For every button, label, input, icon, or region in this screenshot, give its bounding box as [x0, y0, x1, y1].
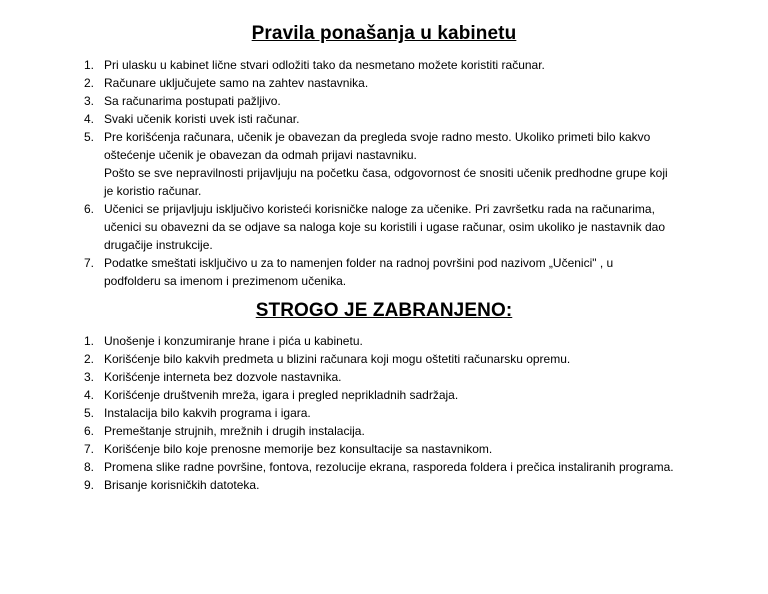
- item-number: 8.: [84, 460, 95, 474]
- forbidden-list: [84, 332, 724, 494]
- section-title: STROGO JE ZABRANJENO:: [255, 300, 513, 321]
- item-line: Pri ulasku u kabinet lične stvari odložiti tako da nesmetano možete koristiti računar.: [104, 58, 545, 72]
- item-text: Unošenje i konzumiranje hrane i pića u kabinetu.: [104, 334, 363, 348]
- item-number: 1.: [84, 334, 95, 348]
- item-text: Korišćenje interneta bez dozvole nastavnika.: [104, 370, 342, 384]
- item-text: Premeštanje strujnih, mrežnih i drugih instalacija.: [104, 424, 365, 438]
- item-line: je koristio računar.: [104, 184, 202, 198]
- list-item: [84, 458, 724, 476]
- item-line: Učenici se prijavljuju isključivo koristeći korisničke naloge za učenike. Pri završetku rada na računarima,: [104, 202, 655, 216]
- item-number: 2.: [84, 352, 95, 366]
- item-number: 6.: [84, 424, 95, 438]
- item-number: 2.: [84, 76, 95, 90]
- list-item: [84, 368, 724, 386]
- item-line: Pošto se sve nepravilnosti prijavljuju na početku časa, odgovornost će snositi učenik predhodne grupe koji: [104, 166, 668, 180]
- item-text: [104, 200, 704, 254]
- item-number: 3.: [84, 370, 95, 384]
- page-title: Pravila ponašanja u kabinetu: [251, 23, 517, 44]
- item-text: Promena slike radne površine, fontova, rezolucije ekrana, rasporeda foldera i prečica instaliranih programa.: [104, 460, 674, 474]
- item-line: podfolderu sa imenom i prezimenom učenika.: [104, 274, 347, 288]
- item-number: 5.: [84, 406, 95, 420]
- item-text: [104, 128, 704, 200]
- item-number: 4.: [84, 388, 95, 402]
- list-item: [84, 56, 704, 74]
- list-item: [84, 476, 724, 494]
- list-item: [84, 200, 704, 254]
- item-text: Korišćenje bilo koje prenosne memorije bez konsultacije sa nastavnikom.: [104, 442, 493, 456]
- list-item: [84, 74, 704, 92]
- item-text: [104, 74, 704, 92]
- rules-list: [84, 56, 704, 290]
- item-line: drugačije instrukcije.: [104, 238, 213, 252]
- item-line: oštećenje učenik je obavezan da odmah prijavi nastavniku.: [104, 148, 417, 162]
- item-number: 7.: [84, 256, 95, 270]
- item-line: učenici su obavezni da se odjave sa naloga koje su koristili i ugase računar, osim ukoliko je nastavnik dao: [104, 220, 665, 234]
- list-item: [84, 350, 724, 368]
- item-number: 4.: [84, 112, 95, 126]
- item-text: Brisanje korisničkih datoteka.: [104, 478, 260, 492]
- item-text: Korišćenje bilo kakvih predmeta u blizini računara koji mogu oštetiti računarsku opremu.: [104, 352, 571, 366]
- item-text: [104, 92, 704, 110]
- item-text: [104, 254, 704, 290]
- item-line: Pre korišćenja računara, učenik je obavezan da pregleda svoje radno mesto. Ukoliko primeti bilo kakvo: [104, 130, 651, 144]
- list-item: [84, 110, 704, 128]
- item-number: 9.: [84, 478, 95, 492]
- item-line: Svaki učenik koristi uvek isti računar.: [104, 112, 300, 126]
- item-text: [104, 110, 704, 128]
- list-item: [84, 422, 724, 440]
- list-item: [84, 386, 724, 404]
- item-text: Korišćenje društvenih mreža, igara i pregled neprikladnih sadržaja.: [104, 388, 459, 402]
- item-text: Instalacija bilo kakvih programa i igara.: [104, 406, 311, 420]
- list-item: [84, 440, 724, 458]
- list-item: [84, 92, 704, 110]
- list-item: [84, 128, 704, 200]
- item-number: 6.: [84, 202, 95, 216]
- list-item: [84, 404, 724, 422]
- item-text: [104, 56, 704, 74]
- item-line: Računare uključujete samo na zahtev nastavnika.: [104, 76, 369, 90]
- item-line: Podatke smeštati isključivo u za to namenjen folder na radnoj površini pod nazivom „Učenici" , u: [104, 256, 614, 270]
- item-number: 5.: [84, 130, 95, 144]
- item-number: 1.: [84, 58, 95, 72]
- list-item: [84, 332, 724, 350]
- list-item: [84, 254, 704, 290]
- item-line: Sa računarima postupati pažljivo.: [104, 94, 281, 108]
- item-number: 3.: [84, 94, 95, 108]
- item-number: 7.: [84, 442, 95, 456]
